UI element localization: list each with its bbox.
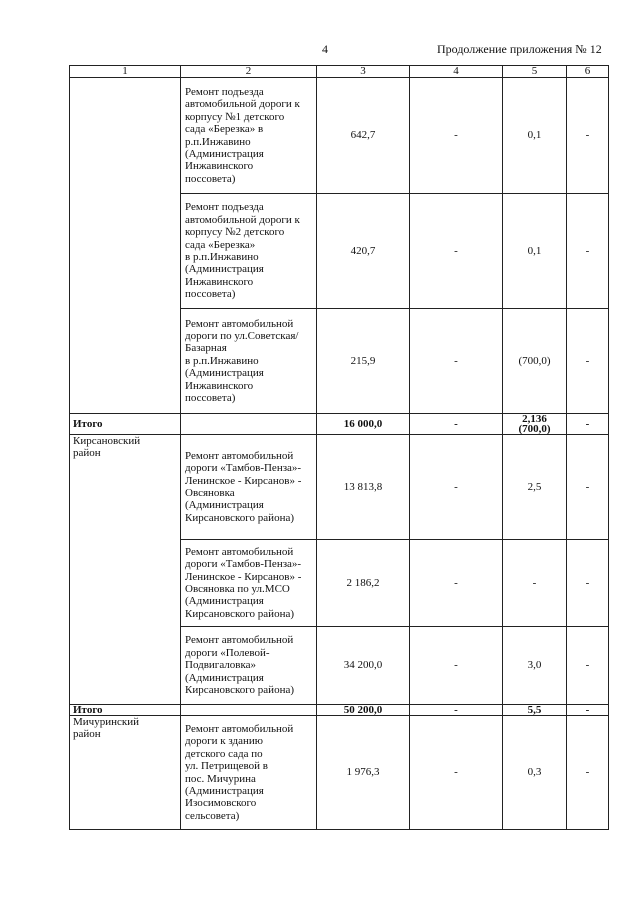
budget-table	[69, 65, 609, 830]
district-cell	[70, 78, 181, 414]
value-col4: -	[410, 78, 503, 194]
value-col4: -	[410, 540, 503, 627]
total-empty-cell	[181, 414, 317, 435]
value-col3: 2 186,2	[317, 540, 410, 627]
value-col4: -	[410, 194, 503, 309]
total-col3: 50 200,0	[317, 705, 410, 716]
value-col3: 420,7	[317, 194, 410, 309]
column-header: 4	[410, 66, 503, 78]
value-col6: -	[567, 194, 609, 309]
total-col5: 2,136 (700,0)	[503, 414, 567, 435]
project-description: Ремонт автомобильной дороги «Полевой- Подвигаловка» (Администрация Кирсановского района)	[181, 627, 317, 705]
total-col4: -	[410, 705, 503, 716]
column-header: 1	[70, 66, 181, 78]
value-col4: -	[410, 435, 503, 540]
value-col3: 13 813,8	[317, 435, 410, 540]
total-col6: -	[567, 414, 609, 435]
value-col6: -	[567, 309, 609, 414]
value-col5: (700,0)	[503, 309, 567, 414]
value-col5: -	[503, 540, 567, 627]
total-col5: 5,5	[503, 705, 567, 716]
district-cell: Кирсановский район	[70, 435, 181, 705]
total-label: Итого	[70, 705, 181, 716]
project-description: Ремонт автомобильной дороги по ул.Советская/ Базарная в р.п.Инжавино (Администрация Инжавинского поссовета)	[181, 309, 317, 414]
value-col4: -	[410, 716, 503, 830]
total-col3: 16 000,0	[317, 414, 410, 435]
value-col5: 0,1	[503, 194, 567, 309]
total-row	[70, 414, 609, 435]
project-description: Ремонт подъезда автомобильной дороги к корпусу №1 детского сада «Березка» в р.п.Инжавино (Администрация Инжавинского поссовета)	[181, 78, 317, 194]
table-row	[70, 78, 609, 194]
appendix-continuation-label: Продолжение приложения № 12	[437, 42, 602, 56]
total-col6: -	[567, 705, 609, 716]
column-header: 5	[503, 66, 567, 78]
value-col3: 215,9	[317, 309, 410, 414]
project-description: Ремонт автомобильной дороги к зданию детского сада по ул. Петрищевой в пос. Мичурина (Администрация Изосимовского сельсовета)	[181, 716, 317, 830]
table-row	[70, 716, 609, 830]
page-number: 4	[322, 42, 328, 56]
column-number-row	[70, 66, 609, 78]
value-col5: 0,3	[503, 716, 567, 830]
value-col5: 0,1	[503, 78, 567, 194]
value-col6: -	[567, 627, 609, 705]
value-col4: -	[410, 627, 503, 705]
total-label: Итого	[70, 414, 181, 435]
value-col6: -	[567, 540, 609, 627]
value-col3: 642,7	[317, 78, 410, 194]
total-col4: -	[410, 414, 503, 435]
district-cell: Мичуринский район	[70, 716, 181, 830]
column-header: 6	[567, 66, 609, 78]
value-col4: -	[410, 309, 503, 414]
value-col5: 3,0	[503, 627, 567, 705]
project-description: Ремонт подъезда автомобильной дороги к корпусу №2 детского сада «Березка» в р.п.Инжавино (Администрация Инжавинского поссовета)	[181, 194, 317, 309]
value-col6: -	[567, 78, 609, 194]
total-row	[70, 705, 609, 716]
value-col5: 2,5	[503, 435, 567, 540]
column-header: 2	[181, 66, 317, 78]
value-col6: -	[567, 716, 609, 830]
value-col3: 1 976,3	[317, 716, 410, 830]
column-header: 3	[317, 66, 410, 78]
project-description: Ремонт автомобильной дороги «Тамбов-Пенза»- Ленинское - Кирсанов» - Овсяновка по ул.МСО (Администрация Кирсановского района)	[181, 540, 317, 627]
value-col3: 34 200,0	[317, 627, 410, 705]
total-empty-cell	[181, 705, 317, 716]
value-col6: -	[567, 435, 609, 540]
project-description: Ремонт автомобильной дороги «Тамбов-Пенза»- Ленинское - Кирсанов» - Овсяновка (Администрация Кирсановского района)	[181, 435, 317, 540]
table-row	[70, 435, 609, 540]
